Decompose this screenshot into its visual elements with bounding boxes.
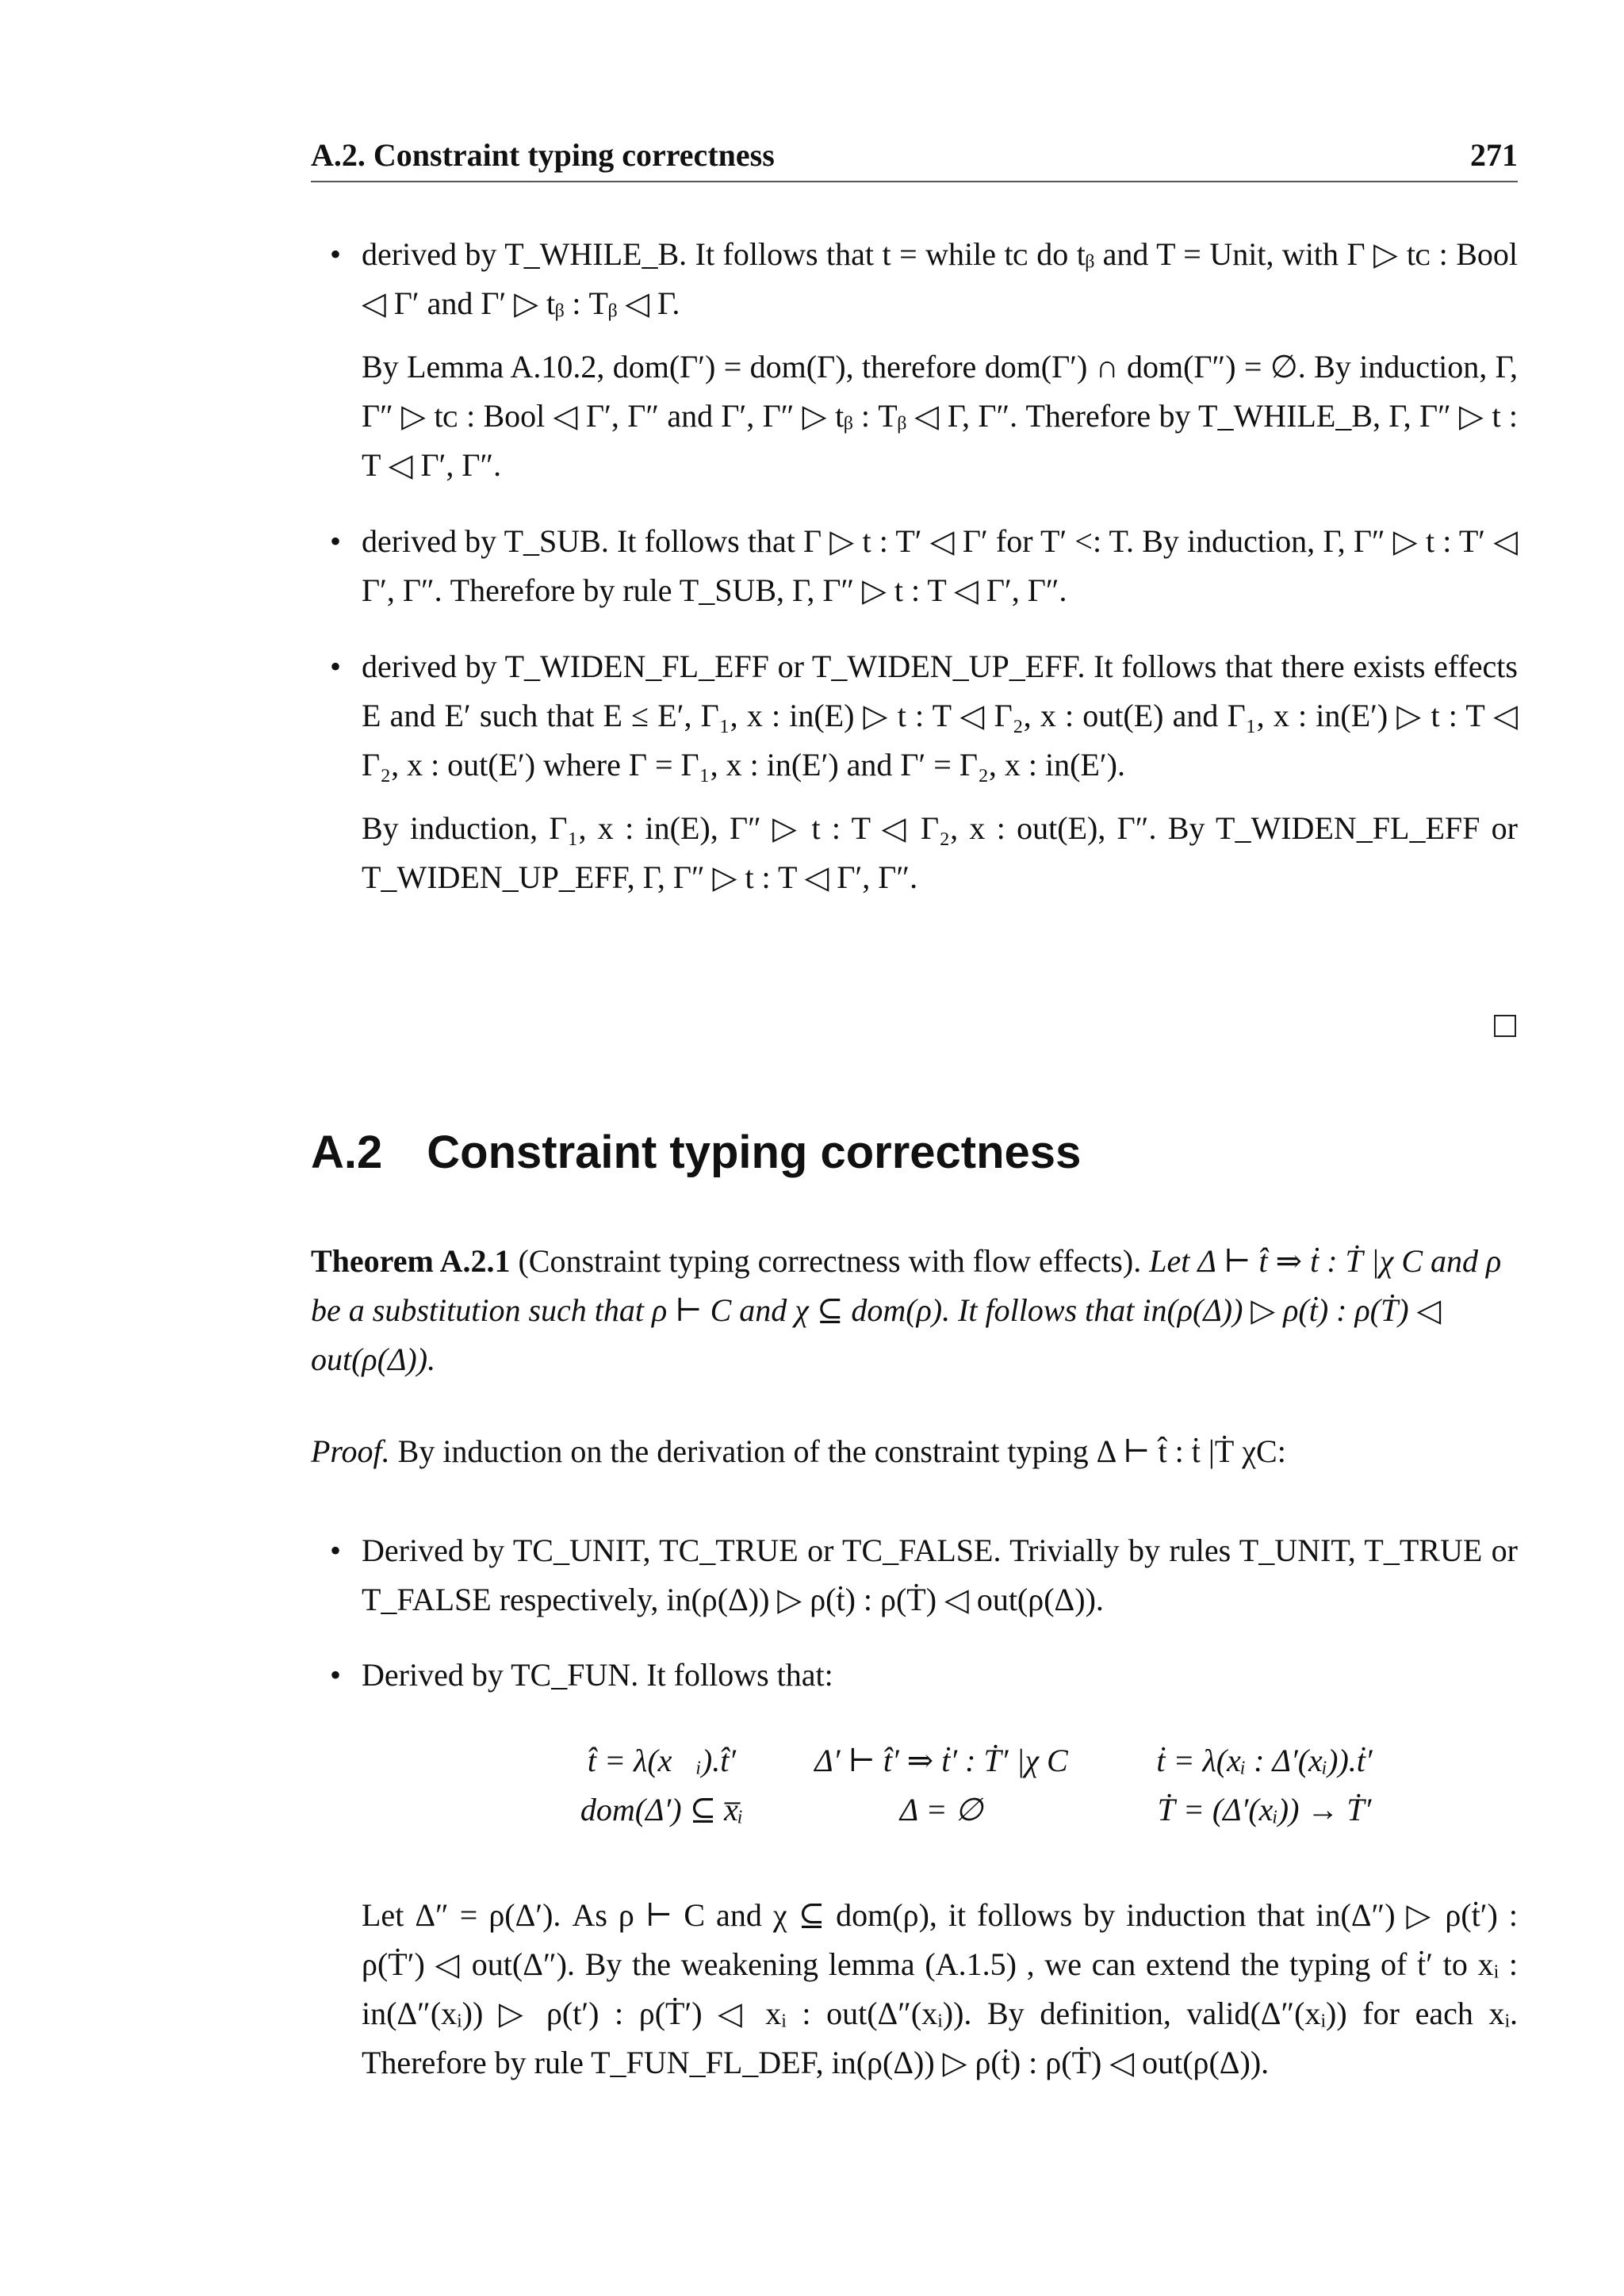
running-header-title: A.2. Constraint typing correctness [311, 137, 775, 173]
math-cell: Δ′ ⊢ t̂′ ⇒ ṫ′ : Ṫ′ |χ C [814, 1743, 1068, 1778]
section-heading [311, 1126, 1081, 1179]
list-item [330, 1526, 1518, 1639]
paragraph: Derived by TC_UNIT, TC_TRUE or TC_FALSE. Trivially by rules T_UNIT, T_TRUE or T_FALSE respectively, in(ρ(Δ)) ▷ ρ(ṫ) : ρ(Ṫ) ◁ out(ρ(Δ)). [362, 1533, 1518, 1617]
math-row [549, 1736, 1421, 1785]
theorem [311, 1237, 1518, 1384]
running-header [311, 136, 1518, 182]
paragraph: By Lemma A.10.2, dom(Γ′) = dom(Γ), therefore dom(Γ′) ∩ dom(Γ″) = ∅. By induction, Γ, Γ″ ▷ tᴄ : Bool ◁ Γ′, Γ″ and Γ′, Γ″ ▷ tᵦ : Tᵦ ◁ Γ, Γ″. Therefore by T_WHILE_B, Γ, Γ″ ▷ t : T ◁ Γ′, Γ″. [362, 349, 1518, 483]
section-number: A.2 [311, 1127, 383, 1178]
math-cell: Δ = ∅ [899, 1792, 983, 1827]
bullet-icon: • [330, 649, 342, 684]
bullet-icon: • [330, 523, 342, 559]
math-cell: t̂ = λ(x⃗ᵢ).t̂′ [587, 1743, 737, 1778]
paragraph: By induction, Γ₁, x : in(E), Γ″ ▷ t : T ◁ Γ₂, x : out(E), Γ″. By T_WIDEN_FL_EFF or T_WIDEN_UP_EFF, Γ, Γ″ ▷ t : T ◁ Γ′, Γ″. [362, 810, 1518, 895]
list-item [330, 1651, 1518, 1714]
paragraph: derived by T_WHILE_B. It follows that t = while tᴄ do tᵦ and T = Unit, with Γ ▷ tᴄ : Bool ◁ Γ′ and Γ′ ▷ tᵦ : Tᵦ ◁ Γ. [362, 236, 1518, 321]
proof-label: Proof. [311, 1433, 390, 1469]
math-cell: Ṫ = (Δ′(xᵢ)) → Ṫ′ [1157, 1792, 1372, 1827]
section-title: Constraint typing correctness [427, 1127, 1082, 1178]
qed-square-icon [1494, 1015, 1516, 1037]
math-cell: ṫ = λ(xᵢ : Δ′(xᵢ)).ṫ′ [1156, 1743, 1373, 1778]
list-item [330, 517, 1518, 629]
list-item [330, 230, 1518, 504]
list-item [330, 642, 1518, 916]
theorem-label: Theorem A.2.1 [311, 1243, 511, 1279]
theorem-name: (Constraint typing correctness with flow effects). [518, 1243, 1142, 1279]
bullet-icon: • [330, 236, 342, 272]
closing-paragraph [362, 1891, 1518, 2102]
theorem-statement: Let Δ ⊢ t̂ ⇒ ṫ : Ṫ |χ C and ρ be a substitution such that ρ ⊢ C and χ ⊆ dom(ρ). It follows that in(ρ(Δ)) ▷ ρ(ṫ) : ρ(Ṫ) ◁ out(ρ(Δ)). [311, 1243, 1502, 1377]
proof-intro: By induction on the derivation of the constraint typing Δ ⊢ t̂ : ṫ |Ṫ χC: [397, 1433, 1286, 1469]
paragraph: derived by T_WIDEN_FL_EFF or T_WIDEN_UP_EFF. It follows that there exists effects E and E′ such that E ≤ E′, Γ₁, x : in(E) ▷ t : T ◁ Γ₂, x : out(E) and Γ₁, x : in(E′) ▷ t : T ◁ Γ₂, x : out(E′) where Γ = Γ₁, x : in(E′) and Γ′ = Γ₂, x : in(E′). [362, 649, 1518, 783]
math-display [549, 1736, 1421, 1835]
bullet-icon: • [330, 1533, 342, 1568]
math-row [549, 1785, 1421, 1835]
math-cell: dom(Δ′) ⊆ x̅ᵢ [580, 1792, 744, 1827]
page [311, 0, 1518, 2296]
bullet-icon: • [330, 1657, 342, 1693]
proof [311, 1427, 1518, 1476]
paragraph: derived by T_SUB. It follows that Γ ▷ t : T′ ◁ Γ′ for T′ <: T. By induction, Γ, Γ″ ▷ t : T′ ◁ Γ′, Γ″. Therefore by rule T_SUB, Γ, Γ″ ▷ t : T ◁ Γ′, Γ″. [362, 523, 1518, 608]
page-number: 271 [1470, 137, 1518, 173]
paragraph: Derived by TC_FUN. It follows that: [362, 1657, 833, 1693]
paragraph: Let Δ″ = ρ(Δ′). As ρ ⊢ C and χ ⊆ dom(ρ), it follows by induction that in(Δ″) ▷ ρ(ṫ′) : ρ(Ṫ′) ◁ out(Δ″). By the weakening lemma (A.1.5) , we can extend the typing of ṫ′ to xᵢ : in(Δ″(xᵢ)) ▷ ρ(t′) : ρ(Ṫ′) ◁ xᵢ : out(Δ″(xᵢ)). By definition, valid(Δ″(xᵢ)) for each xᵢ. Therefore by rule T_FUN_FL_DEF, in(ρ(Δ)) ▷ ρ(ṫ) : ρ(Ṫ) ◁ out(ρ(Δ)). [362, 1897, 1518, 2080]
